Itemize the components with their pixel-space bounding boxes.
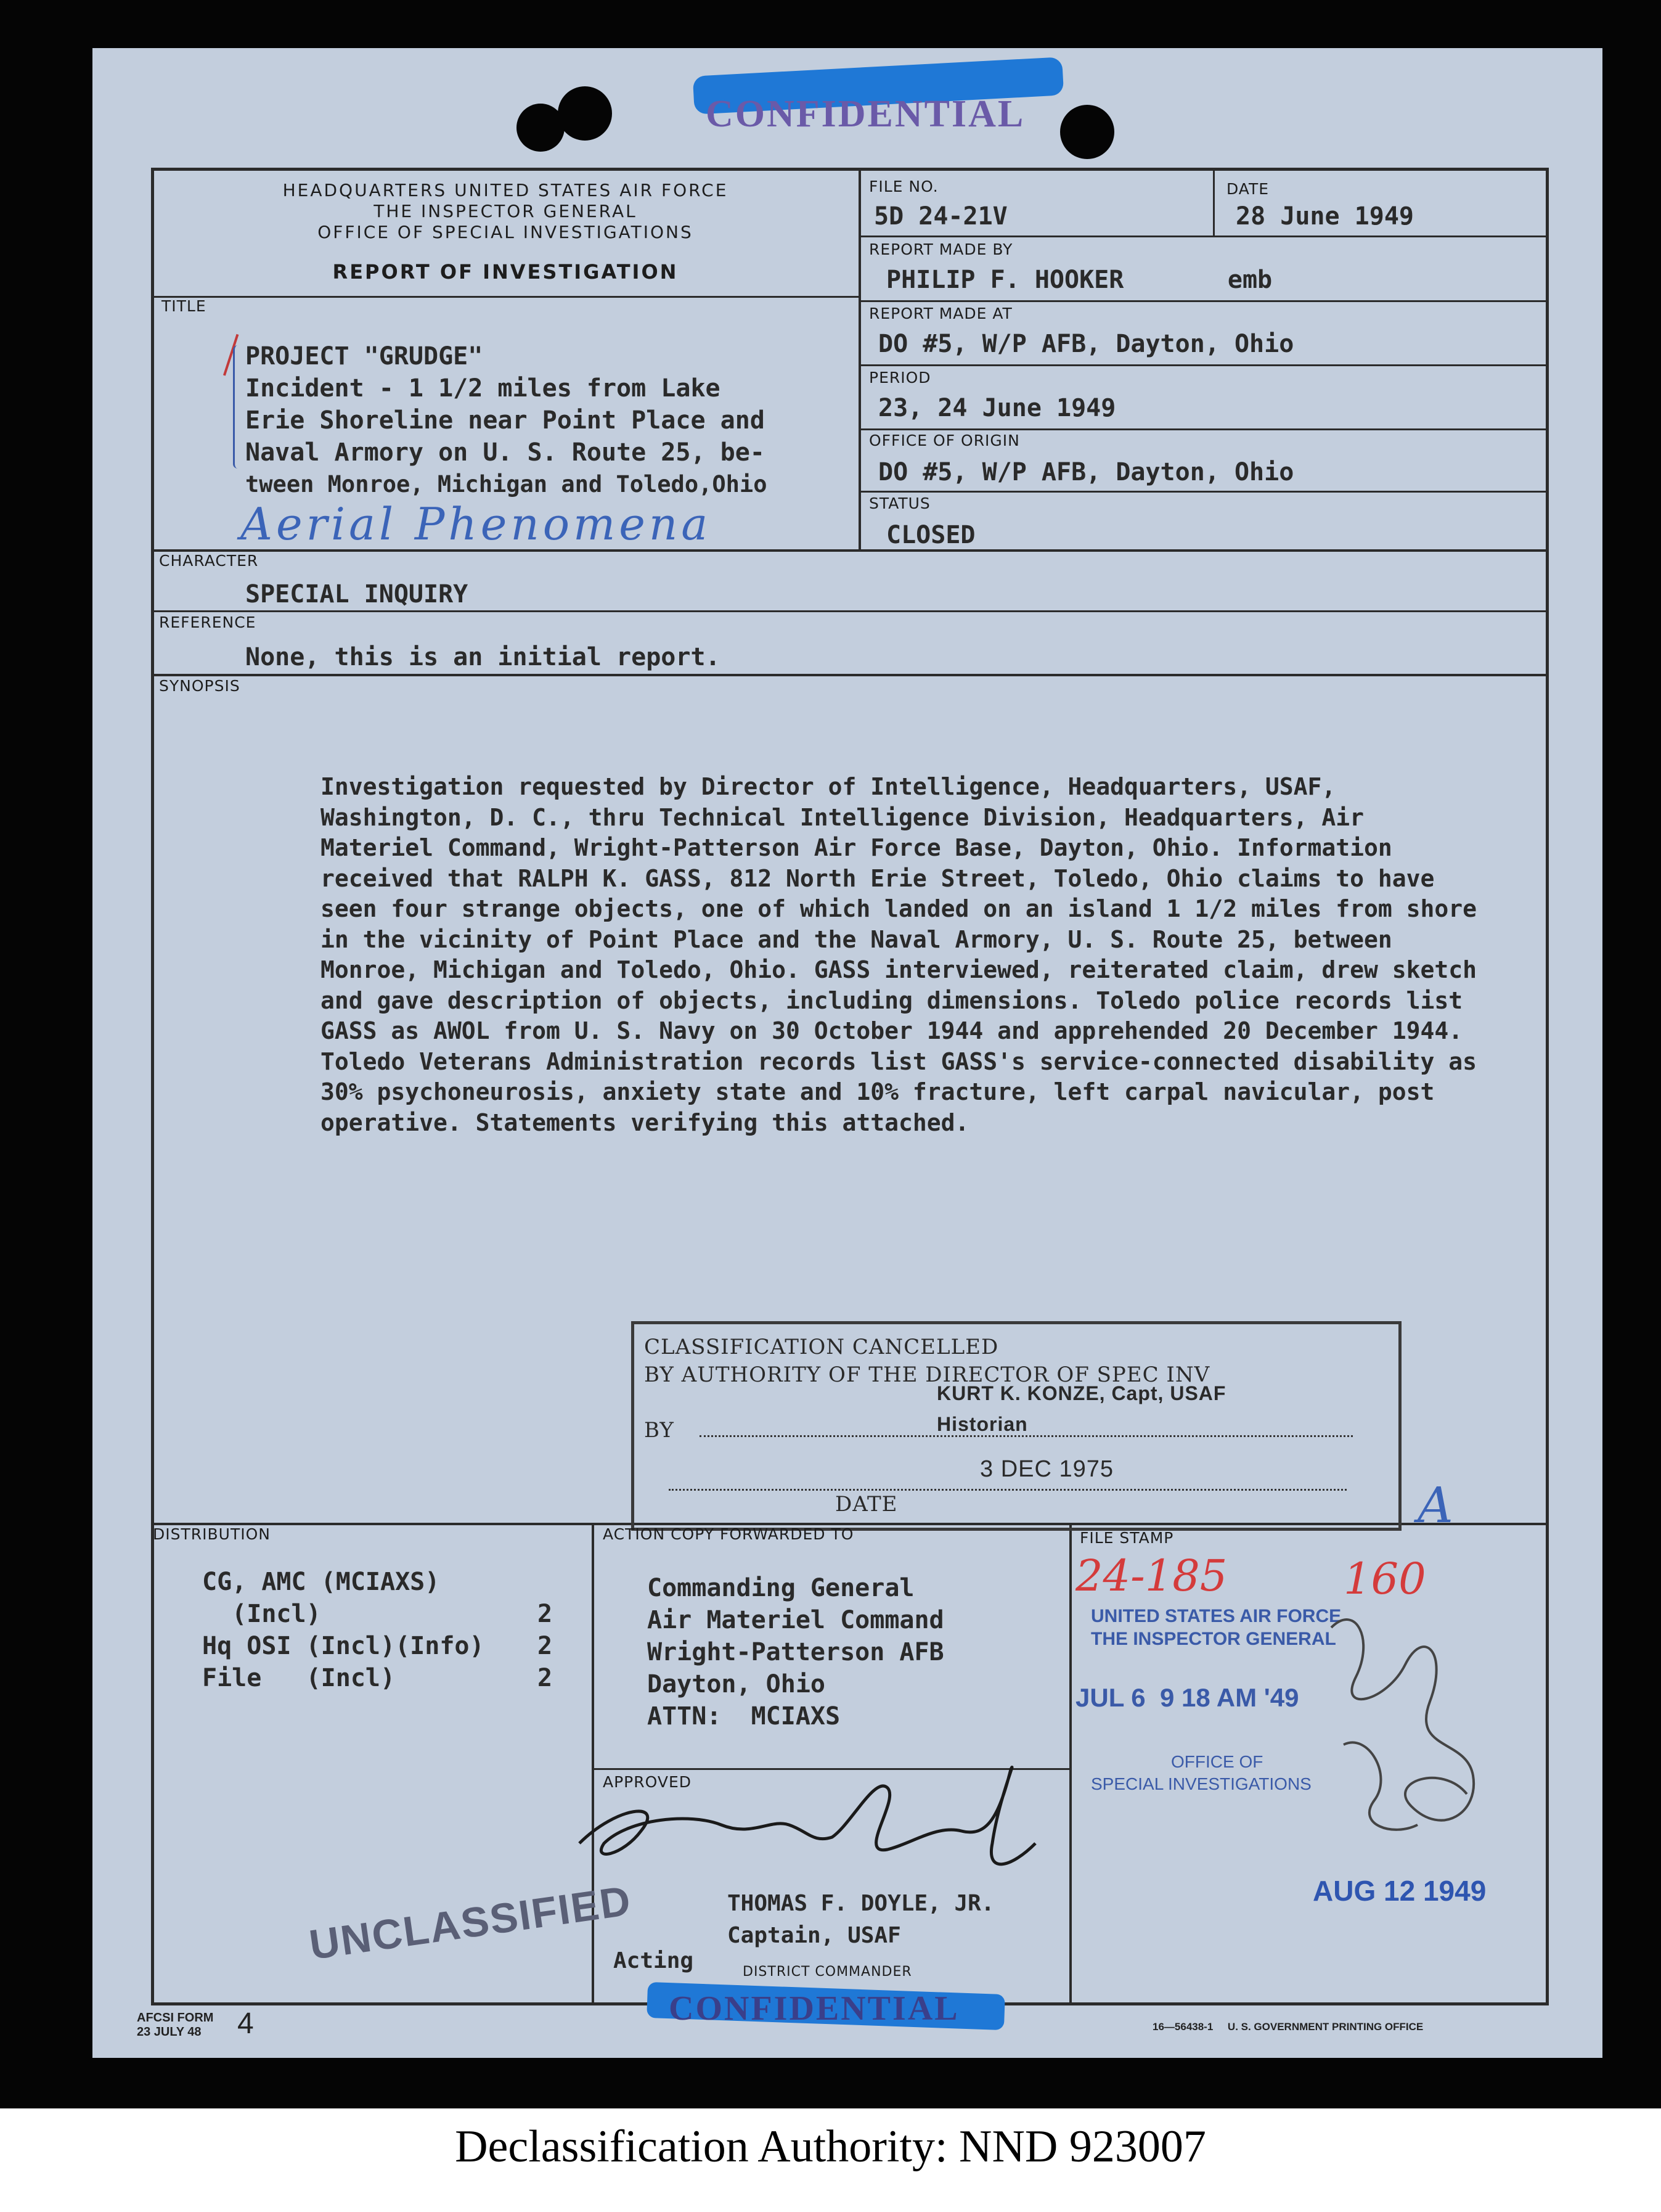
classification-stamp-name: KURT K. KONZE, Capt, USAF (937, 1382, 1226, 1404)
header-line-3: OFFICE OF SPECIAL INVESTIGATIONS (317, 222, 693, 242)
file-stamp-line-2: THE INSPECTOR GENERAL (1091, 1629, 1336, 1649)
file-stamp-label: FILE STAMP (1080, 1529, 1174, 1547)
classification-stamp-date-label: DATE (835, 1492, 898, 1517)
distribution-row-2-count: 2 (537, 1600, 553, 1628)
file-no-label: FILE NO. (869, 178, 939, 195)
classification-stamp-line-1: CLASSIFICATION CANCELLED (644, 1335, 999, 1359)
distribution-row-4-count: 2 (537, 1664, 553, 1692)
character-value: SPECIAL INQUIRY (245, 580, 468, 608)
title-row-divider (151, 296, 860, 298)
declassification-footer: Declassification Authority: NND 923007 (455, 2121, 1206, 2172)
file-no-value: 5D 24-21V (874, 202, 1008, 231)
office-of-origin-label: OFFICE OF ORIGIN (869, 432, 1020, 449)
classification-stamp-line-2: BY AUTHORITY OF THE DIRECTOR OF SPEC INV (644, 1362, 1210, 1387)
form-border-right (1546, 168, 1549, 2005)
date-label: DATE (1226, 180, 1270, 198)
distribution-label: DISTRIBUTION (153, 1525, 271, 1543)
approved-rank: Captain, USAF (727, 1923, 901, 1948)
right-row-1 (859, 236, 1548, 237)
title-line-1: PROJECT "GRUDGE" (245, 342, 483, 371)
title-label: TITLE (161, 297, 206, 315)
approved-acting: Acting (613, 1948, 694, 1973)
form-border-left (151, 168, 154, 2005)
form-border-top (151, 168, 1549, 171)
approved-name: THOMAS F. DOYLE, JR. (727, 1891, 995, 1916)
classification-stamp-date-line (669, 1489, 1347, 1491)
title-line-5: tween Monroe, Michigan and Toledo,Ohio (245, 471, 767, 498)
distribution-row-3: Hq OSI (Incl)(Info) (202, 1632, 484, 1660)
action-copy-line-1: Commanding General (647, 1574, 915, 1602)
header-column-divider (859, 168, 861, 550)
file-stamp-letter-a: A (1418, 1477, 1453, 1534)
file-stamp-line-4: SPECIAL INVESTIGATIONS (1091, 1774, 1312, 1793)
report-made-at-value: DO #5, W/P AFB, Dayton, Ohio (878, 330, 1294, 358)
synopsis-row-top (151, 674, 1549, 676)
status-label: STATUS (869, 494, 931, 512)
printer-line: 16—56438-1 U. S. GOVERNMENT PRINTING OFFICE (1153, 2021, 1424, 2033)
distribution-row-4: File (Incl) (202, 1664, 396, 1692)
action-copy-label: ACTION COPY FORWARDED TO (603, 1525, 854, 1543)
blue-bracket (233, 345, 242, 469)
form-id-number: 4 (237, 2007, 254, 2040)
title-lines (245, 340, 767, 501)
form-id-line-1: AFCSI FORM (137, 2011, 214, 2025)
reference-row-top (151, 610, 1549, 612)
action-copy-line-4: Dayton, Ohio (647, 1670, 825, 1698)
date-value: 28 June 1949 (1236, 202, 1414, 231)
file-stamp-received: JUL 6 9 18 AM '49 (1075, 1683, 1299, 1712)
approved-title: DISTRICT COMMANDER (743, 1964, 912, 1980)
signature (567, 1751, 1079, 1886)
action-copy-line-3: Wright-Patterson AFB (647, 1638, 944, 1666)
classification-stamp-role: Historian (937, 1413, 1028, 1435)
file-stamp-line-1: UNITED STATES AIR FORCE (1091, 1606, 1342, 1626)
distribution-row-2: (Incl) (202, 1600, 321, 1628)
unclassified-stamp: UNCLASSIFIED (306, 1877, 635, 1969)
right-row-4 (859, 428, 1548, 430)
right-row-3 (859, 364, 1548, 366)
right-row-2 (859, 300, 1548, 302)
title-line-2: Incident - 1 1/2 miles from Lake (245, 374, 720, 403)
file-stamp-line-3: OFFICE OF (1171, 1752, 1263, 1771)
report-made-at-label: REPORT MADE AT (869, 305, 1013, 322)
form-id-line-2: 23 JULY 48 (137, 2025, 202, 2039)
top-confidential-stamp: CONFIDENTIAL (706, 93, 1026, 135)
period-label: PERIOD (869, 369, 931, 387)
form-title: REPORT OF INVESTIGATION (332, 260, 679, 284)
punch-hole-center (558, 86, 612, 141)
action-copy-line-5: ATTN: MCIAXS (647, 1702, 841, 1731)
distribution-row-1: CG, AMC (MCIAXS) (202, 1568, 440, 1596)
character-label: CHARACTER (159, 552, 259, 570)
title-line-4: Naval Armory on U. S. Route 25, be- (245, 438, 765, 467)
classification-stamp-by-label: BY (644, 1418, 674, 1443)
handwritten-title: Aerial Phenomena (240, 498, 712, 550)
file-stamp-aug-date: AUG 12 1949 (1313, 1875, 1487, 1907)
title-line-3: Erie Shoreline near Point Place and (245, 406, 765, 435)
right-row-5 (859, 491, 1548, 493)
action-copy-lines (647, 1572, 944, 1732)
punch-hole-right (1060, 105, 1114, 159)
approved-label: APPROVED (603, 1773, 692, 1791)
file-stamp-initials (1319, 1591, 1504, 1868)
action-copy-line-2: Air Materiel Command (647, 1606, 944, 1634)
header-line-2: THE INSPECTOR GENERAL (373, 201, 637, 221)
report-made-by-value: PHILIP F. HOOKER emb (886, 266, 1273, 294)
reference-label: REFERENCE (159, 613, 256, 631)
header-line-1: HEADQUARTERS UNITED STATES AIR FORCE (282, 180, 728, 200)
period-value: 23, 24 June 1949 (878, 394, 1116, 422)
report-made-by-label: REPORT MADE BY (869, 240, 1013, 258)
office-of-origin-value: DO #5, W/P AFB, Dayton, Ohio (878, 458, 1294, 486)
synopsis-label: SYNOPSIS (159, 677, 240, 695)
date-column-divider (1213, 168, 1215, 236)
distribution-row-3-count: 2 (537, 1632, 553, 1660)
classification-stamp-date: 3 DEC 1975 (980, 1456, 1114, 1482)
status-value: CLOSED (886, 521, 976, 549)
bottom-confidential-stamp: CONFIDENTIAL (669, 1989, 960, 2028)
reference-value: None, this is an initial report. (245, 643, 720, 671)
file-stamp-handwritten-extra: 160 (1344, 1554, 1426, 1604)
synopsis-text: Investigation requested by Director of Intelligence, Headquarters, USAF, Washington, D. C., thru Technical Intelligence Division, Headquarters, Air Materiel Command, Wright-Patterson Air Force Base, Dayton, Ohio. Information received that RALPH K. GASS, 812 North Erie Street, Toledo, Ohio claims to have seen four strange objects, one of which landed on an island 1 1/2 miles from shore in the vicinity of Point Place and the Naval Armory, U. S. Route 25, between Monroe, Michigan and Toledo, Ohio. GASS interviewed, reiterated claim, drew sketch and gave description of objects, including dimensions. Toledo police records list GASS as AWOL from U. S. Navy on 30 October 1944 and apprehended 20 December 1944. Toledo Veterans Administration records list GASS's service-connected disability as 30% psychoneurosis, anxiety state and 10% fracture, left carpal navicular, post operative. Statements verifying this attached. (320, 773, 1477, 1136)
file-stamp-handwritten-number: 24-185 (1075, 1550, 1228, 1601)
